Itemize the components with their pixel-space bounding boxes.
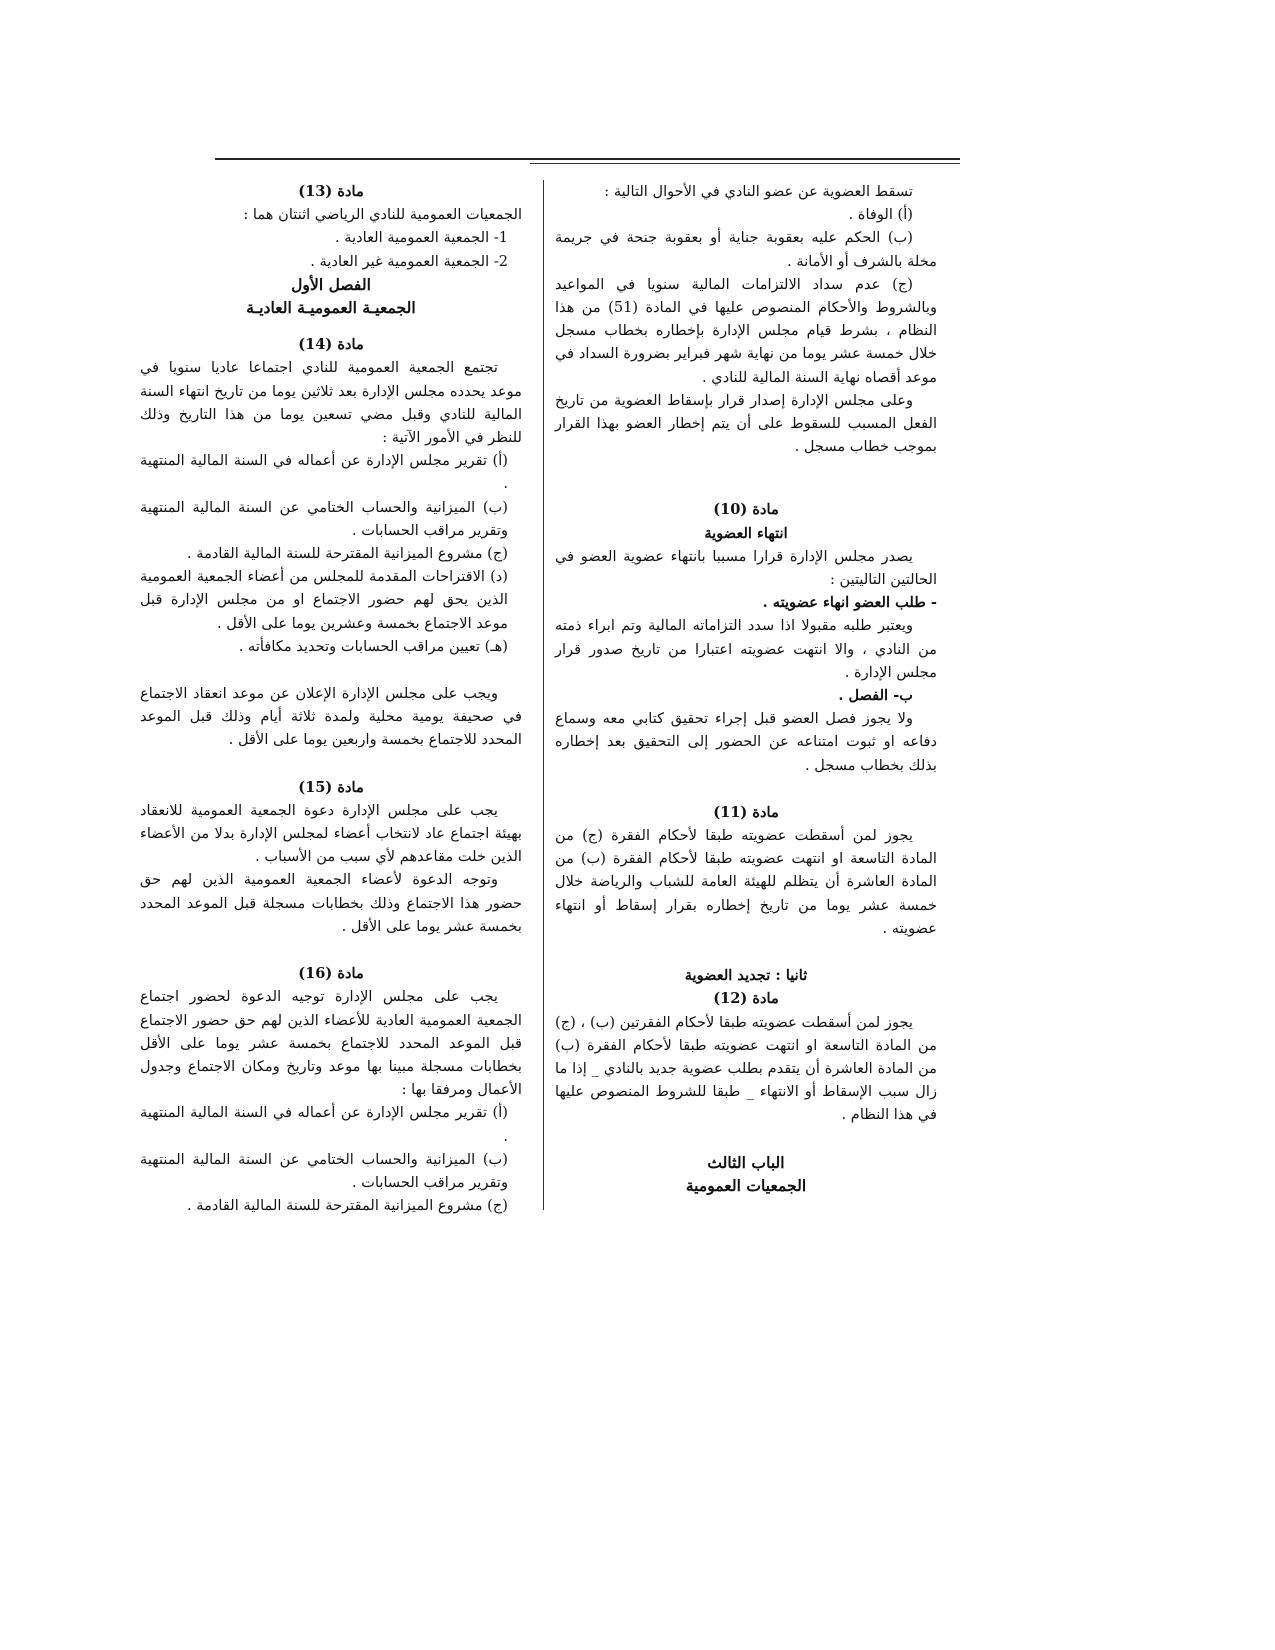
art16-title: مادة (16) [298,965,364,983]
right-column [555,180,937,1197]
art10-case1-text: ويعتبر طلبه مقبولا اذا سدد التزاماته المالية وتم ابراء ذمته من النادي ، والا انتهت عضويته اعتبارا من تاريخ صدور قرار مجلس الإدارة . [555,617,937,681]
header-rule [215,158,960,160]
left-column [140,180,522,1217]
art15-p2: وتوجه الدعوة لأعضاء الجمعية العمومية الذين لهم حق حضور هذا الاجتماع وذلك بخطابات مسجلة قبل الموعد المحدد بخمسة عشر يوما على الأقل . [140,871,522,935]
art11-text: يجوز لمن أسقطت عضويته طبقا لأحكام الفقرة (ج) من المادة التاسعة او انتهت عضويته طبقا لأحكام الفقرة (ب) من المادة العاشرة أن يتظلم للهيئة العامة للشباب والرياضة خلال خمسة عشر يوما من تاريخ إخطاره بقرار إسقاط أو انتهاء عضويته . [555,827,937,937]
chapter-title: الباب الثالث [707,1152,785,1172]
art14-closing: ويجب على مجلس الإدارة الإعلان عن موعد انعقاد الاجتماع في صحيفة يومية محلية ولمدة ثلاثة أيام وذلك قبل الموعد المحدد للاجتماع بخمسة واربعين يوما على الأقل . [140,685,522,749]
art13-intro: الجمعيات العمومية للنادي الرياضي اثنتان هما : [243,206,522,224]
art16-item-c: (ج) مشروع الميزانية المقترحة للسنة المالية القادمة . [187,1197,508,1215]
art14-item-e: (هـ) تعيين مراقب الحسابات وتحديد مكافأته . [238,637,508,655]
art9-case-c: (ج) عدم سداد الالتزامات المالية سنويا في المواعيد وبالشروط والأحكام المنصوص عليها في المادة (51) من هذا النظام ، بشرط قيام مجلس الإدارة بإخطاره بخطاب مسجل خلال خمسة عشر يوما من نهاية شهر فبراير بضرورة السداد في موعد أقصاه نهاية السنة المالية للنادي . [555,275,937,386]
art10-intro: يصدر مجلس الإدارة قرارا مسببا بانتهاء عضوية العضو في الحالتين التاليتين : [555,547,937,589]
art15-p1: يجب على مجلس الإدارة دعوة الجمعية العمومية للانعقاد بهيئة اجتماع عاد لانتخاب أعضاء لمجلس الإدارة بدلا من الأعضاء الذين خلت مقاعدهم لأي سبب من الأسباب . [140,801,522,866]
art12-text: يجوز لمن أسقطت عضويته طبقا لأحكام الفقرتين (ب) ، (ج) من المادة التاسعة او انتهت عضويته طبقا لأحكام الفقرة (ب) من المادة العاشرة أن يتقدم بطلب عضوية جديد بالنادي _ إذا ما زال سبب الإسقاط أو الانتهاء _ طبقا للشروط المنصوص عليها في هذا النظام . [555,1013,937,1124]
art16-item-b: (ب) الميزانية والحساب الختامي عن السنة المالية المنتهية وتقرير مراقب الحسابات . [140,1150,508,1191]
section1-subtitle: الجمعيـة العموميـة العاديـة [246,298,416,318]
art14-title: مادة (14) [298,336,364,354]
art16-intro: يجب على مجلس الإدارة توجيه الدعوة لحضور اجتماع الجمعية العمومية العادية للأعضاء الذين لهم حق حضور الاجتماع قبل الموعد المحدد للاجتماع بخمسة عشر يوما على الأقل بخطابات مسجلة مبينا بها موعد وتاريخ ومكان الاجتماع وجدول الأعمال ومرفقا بها : [140,988,522,1099]
art10-subtitle: انتهاء العضوية [704,524,788,542]
art16-item-a: (أ) تقرير مجلس الإدارة عن أعماله في السنة المالية المنتهية . [140,1104,508,1145]
section1-title: الفصل الأول [291,274,371,294]
art13-title: مادة (13) [298,183,364,200]
art14-intro: تجتمع الجمعية العمومية للنادي اجتماعا عاديا سنويا في موعد يحدده مجلس الإدارة بعد ثلاثين يوما من تاريخ انتهاء السنة المالية للنادي وقبل مضي تسعين يوما من هذا التاريخ وذلك للنظر في الأمور الآتية : [140,359,522,447]
art10-case2-text: ولا يجوز فصل العضو قبل إجراء تحقيق كتابي معه وسماع دفاعه او ثبوت امتناعه عن الحضور إلى التحقيق بعد إخطاره بذلك بخطاب مسجل . [555,710,937,774]
art10-case1-title: - طلب العضو انهاء عضويته . [762,594,937,612]
art9-case-b: (ب) الحكم عليه بعقوبة جناية أو بعقوبة جنحة في جريمة مخلة بالشرف أو الأمانة . [555,229,937,270]
art10-case2-title: ب- الفصل . [838,687,913,705]
chapter-subtitle: الجمعيات العمومية [685,1175,807,1195]
renewal-section: ثانيا : تجديد العضوية [684,967,808,985]
art10-title: مادة (10) [713,501,779,519]
art14-item-c: (ج) مشروع الميزانية المقترحة للسنة المالية القادمة . [187,545,508,563]
column-divider [543,180,544,1210]
art12-title: مادة (12) [713,990,779,1008]
art11-title: مادة (11) [713,803,779,821]
art14-item-b: (ب) الميزانية والحساب الختامي عن السنة المالية المنتهية وتقرير مراقب الحسابات . [140,498,508,539]
art9-intro: تسقط العضوية عن عضو النادي في الأحوال التالية : [604,183,913,200]
art9-closing: وعلى مجلس الإدارة إصدار قرار بإسقاط العضوية من تاريخ الفعل المسبب للسقوط على أن يتم إخطار العضو بهذا القرار بموجب خطاب مسجل . [555,391,937,456]
art9-case-a: (أ) الوفاة . [848,206,913,224]
art15-title: مادة (15) [298,778,364,796]
art14-item-a: (أ) تقرير مجلس الإدارة عن أعماله في السنة المالية المنتهية . [140,452,508,493]
art13-item-2: 2- الجمعية العمومية غير العادية . [310,252,508,270]
art13-item-1: 1- الجمعية العمومية العادية . [335,229,508,247]
art14-item-d: (د) الاقتراحات المقدمة للمجلس من أعضاء الجمعية العمومية الذين يحق لهم حضور الاجتماع او من مجلس الإدارة قبل موعد الاجتماع بخمسة وعشرين يوما على الأقل . [140,568,508,632]
header-rule-thin [530,163,960,164]
